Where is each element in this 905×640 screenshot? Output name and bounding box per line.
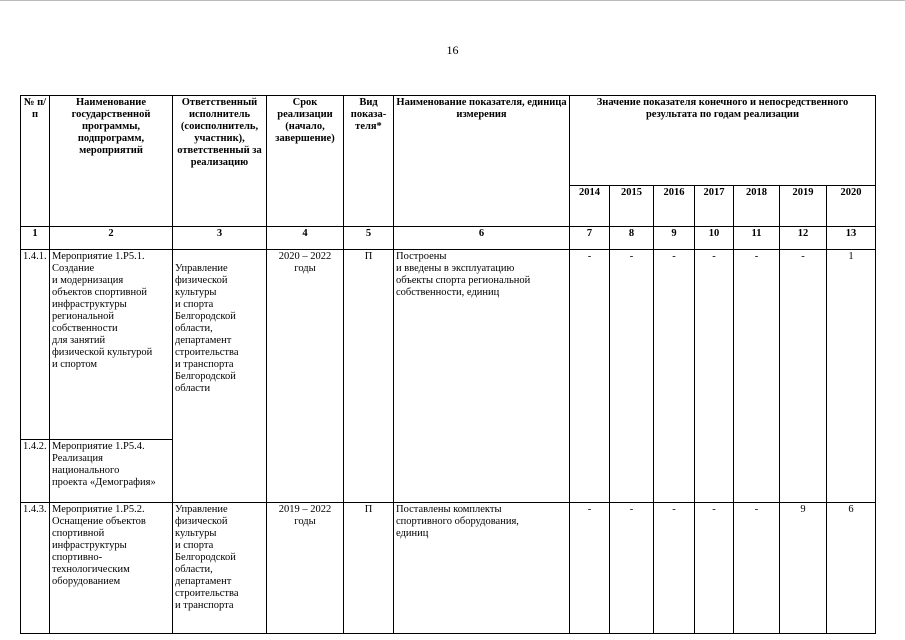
- header-year: 2018: [734, 186, 780, 227]
- header-period: Срок реализации (начало, завершение): [267, 96, 344, 227]
- column-number: 1: [21, 227, 50, 250]
- row-value: -: [610, 250, 654, 503]
- indicators-table: [20, 95, 876, 634]
- column-number: 4: [267, 227, 344, 250]
- row-period: 2019 – 2022 годы: [267, 503, 344, 634]
- row-value: -: [610, 503, 654, 634]
- header-year: 2014: [570, 186, 610, 227]
- row-value: 6: [827, 503, 876, 634]
- column-number: 2: [50, 227, 173, 250]
- row-value: -: [654, 503, 695, 634]
- row-number: 1.4.3.: [21, 503, 50, 634]
- header-num: № п/п: [21, 96, 50, 227]
- header-year: 2019: [780, 186, 827, 227]
- row-type: П: [344, 250, 394, 503]
- row-value: -: [570, 250, 610, 503]
- row-number: 1.4.1.: [21, 250, 50, 440]
- header-year: 2020: [827, 186, 876, 227]
- column-number: 9: [654, 227, 695, 250]
- header-type: Вид показа-теля*: [344, 96, 394, 227]
- row-executor: Управление физической культуры и спорта Белгородской области, департамент строительства и транспорта Белгородской области: [173, 250, 267, 503]
- column-number: 5: [344, 227, 394, 250]
- header-row: [21, 96, 876, 186]
- row-number: 1.4.2.: [21, 440, 50, 503]
- column-number: 6: [394, 227, 570, 250]
- column-number: 7: [570, 227, 610, 250]
- row-executor: Управление физической культуры и спорта Белгородской области, департамент строительства и транспорта: [173, 503, 267, 634]
- column-number: 3: [173, 227, 267, 250]
- scan-artifact-top: [0, 0, 905, 1]
- row-value: -: [570, 503, 610, 634]
- column-numbers-row: [21, 227, 876, 250]
- column-number: 10: [695, 227, 734, 250]
- header-year: 2017: [695, 186, 734, 227]
- column-number: 11: [734, 227, 780, 250]
- row-value: -: [695, 503, 734, 634]
- header-indicator: Наименование показателя, единица измерения: [394, 96, 570, 227]
- column-number: 13: [827, 227, 876, 250]
- row-indicator: Поставлены комплекты спортивного оборудования, единиц: [394, 503, 570, 634]
- header-name: Наименование государственной программы, подпрограмм, мероприятий: [50, 96, 173, 227]
- row-value: -: [734, 503, 780, 634]
- header-year: 2016: [654, 186, 695, 227]
- row-value: 9: [780, 503, 827, 634]
- header-values: Значение показателя конечного и непосредственного результата по годам реализации: [570, 96, 876, 186]
- header-executor: Ответственный исполнитель (соисполнитель, участник), ответственный за реализацию: [173, 96, 267, 227]
- row-value: 1: [827, 250, 876, 503]
- header-year: 2015: [610, 186, 654, 227]
- page-number: 16: [446, 43, 459, 57]
- column-number: 8: [610, 227, 654, 250]
- table-row: [21, 503, 876, 634]
- row-value: -: [654, 250, 695, 503]
- row-indicator: Построены и введены в эксплуатацию объекты спорта региональной собственности, единиц: [394, 250, 570, 503]
- row-period: 2020 – 2022 годы: [267, 250, 344, 503]
- table-row: [21, 250, 876, 440]
- column-number: 12: [780, 227, 827, 250]
- row-name: Мероприятие 1.Р5.1. Создание и модернизация объектов спортивной инфраструктуры региональной собственности для занятий физической культурой и спортом: [50, 250, 173, 440]
- row-value: -: [780, 250, 827, 503]
- row-value: -: [695, 250, 734, 503]
- row-type: П: [344, 503, 394, 634]
- row-name: Мероприятие 1.Р5.2. Оснащение объектов спортивной инфраструктуры спортивно- технологическим оборудованием: [50, 503, 173, 634]
- row-value: -: [734, 250, 780, 503]
- row-name: Мероприятие 1.Р5.4. Реализация национального проекта «Демография»: [50, 440, 173, 503]
